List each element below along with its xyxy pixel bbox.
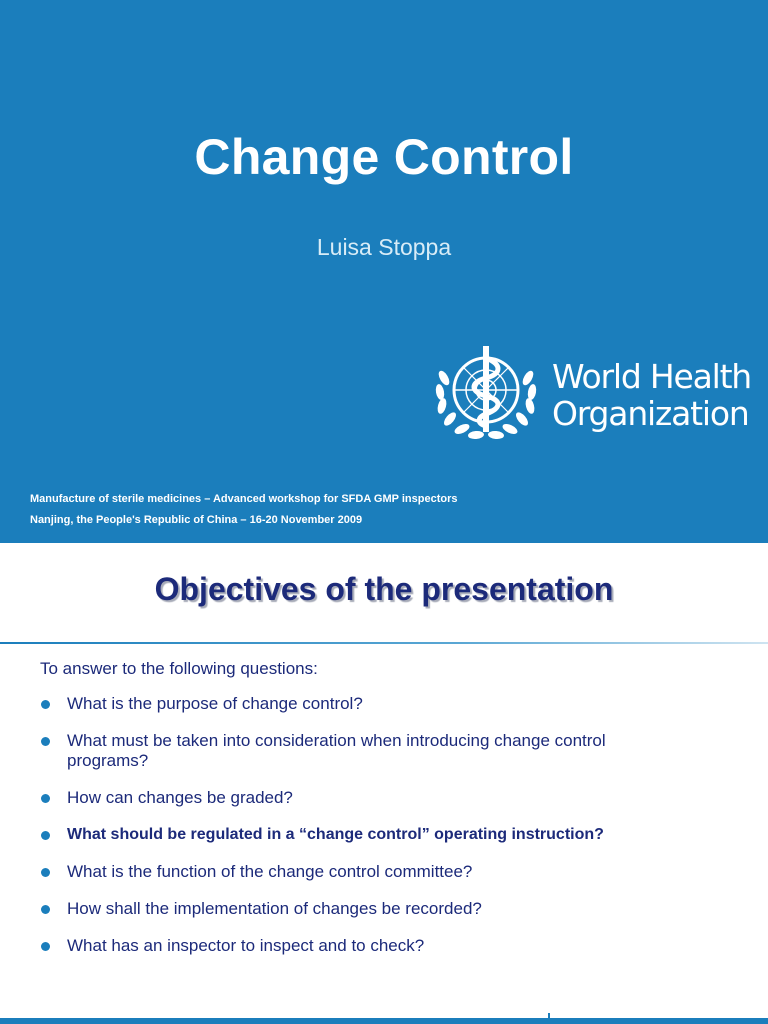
list-item: What is the function of the change control committee? [40,862,680,882]
location-footer: Nanjing, the People's Republic of China – 16-20 November 2009 [30,514,363,526]
objectives-intro: To answer to the following questions: [40,659,318,678]
bullet-icon [41,737,50,746]
bullet-icon [41,905,50,914]
list-item: What must be taken into consideration when introducing change control programs? [40,731,680,771]
objectives-title: Objectives of the presentation [154,571,614,607]
objectives-slide [0,543,768,1024]
list-item: What should be regulated in a “change control” operating instruction? [40,825,680,845]
presenter-name: Luisa Stoppa [316,234,452,260]
organization-name-line1: World Health [552,357,752,396]
slide-title: Change Control [194,129,574,185]
bullet-icon [41,794,50,803]
bullet-icon [41,831,50,840]
organization-name [552,358,751,432]
organization-name-line2: Organization [552,394,749,433]
list-item: How can changes be graded? [40,788,680,808]
list-item: How shall the implementation of changes be recorded? [40,899,680,919]
bullet-icon [41,868,50,877]
title-divider [0,642,768,644]
list-item: What has an inspector to inspect and to check? [40,936,680,956]
bullet-icon [41,942,50,951]
list-item: What is the purpose of change control? [40,694,680,714]
footer-bar [0,1018,768,1024]
questions-list [40,694,680,973]
workshop-footer: Manufacture of sterile medicines – Advanced workshop for SFDA GMP inspectors [30,493,458,505]
bullet-icon [41,700,50,709]
who-emblem-icon [430,344,542,448]
